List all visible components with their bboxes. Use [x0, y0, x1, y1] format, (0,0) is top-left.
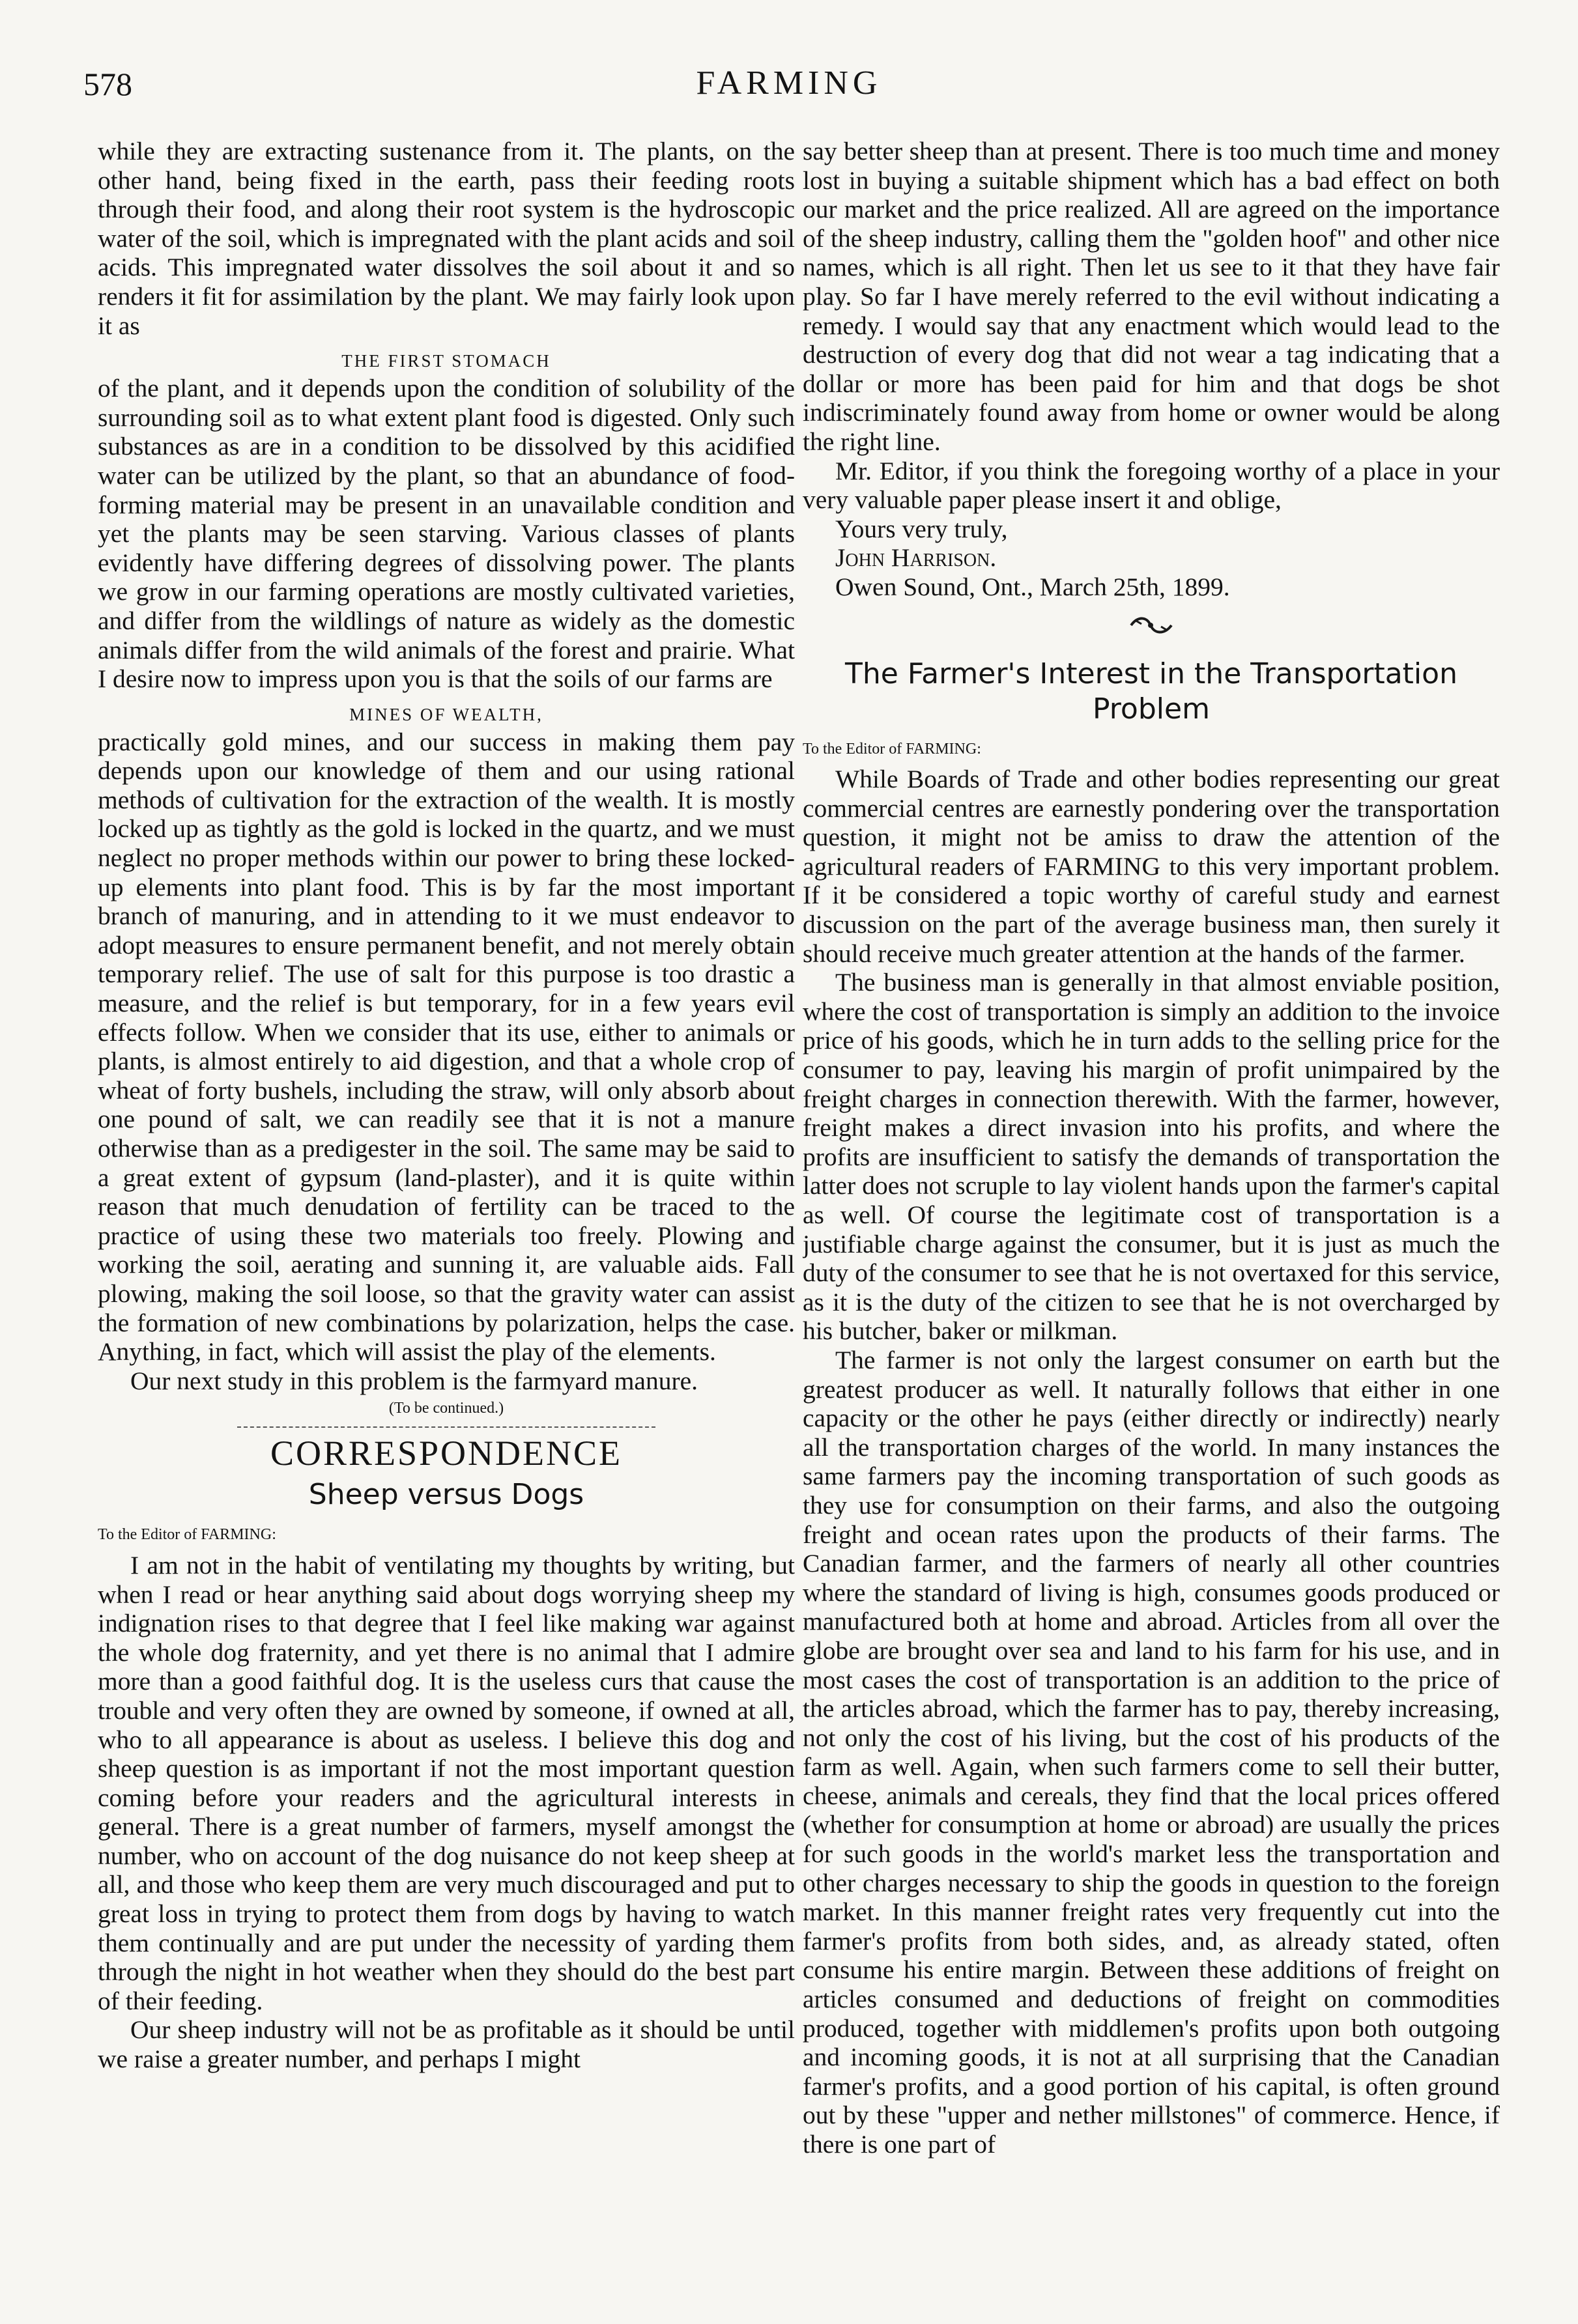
- paragraph: say better sheep than at present. There is too much time and money lost in buying a suitable shipment which has a bad effect on both our market and the price realized. All are agreed on the importance of the sheep industry, calling them the "golden hoof" and other nice names, which is all right. Then let us see to it that they have fair play. So far I have merely referred to the evil without indicating a remedy. I would say that any enactment which would lead to the destruction of every dog that did not wear a tag indicating that a dollar or more has been paid for him and that dogs be shot indiscriminately found away from home or owner would be along the right line.: [803, 137, 1500, 456]
- paragraph: I am not in the habit of ventilating my thoughts by writing, but when I read or hear anything said about dogs worrying sheep my indignation rises to that degree that I feel like making war against the whole dog fraternity, and yet there is no animal that I admire more than a good faithful dog. It is the useless curs that cause the trouble and very often they are owned by someone, if owned at all, who to all appearance is about as useless. I believe this dog and sheep question is as important if not the most important question coming before your readers and the agricultural interests in general. There is a great number of farmers, myself amongst the number, who on account of the dog nuisance do not keep sheep at all, and those who keep them are very much discouraged and put to great loss in trying to protect them from dogs by having to watch them continually and are put under the necessity of yarding them through the night in hot weather when they should do the best part of their feeding.: [98, 1550, 795, 2015]
- subheading: THE FIRST STOMACH: [341, 351, 551, 371]
- letter-dateline: Owen Sound, Ont., March 25th, 1899.: [835, 572, 1230, 601]
- divider: [237, 1426, 655, 1428]
- section-heading: CORRESPONDENCE: [270, 1434, 623, 1473]
- paragraph: practically gold mines, and our success in making them pay depends upon our knowledge of them and our using rational methods of cultivation for the extraction of the wealth. It is mostly locked up as tightly as the gold is locked in the quartz, and we must neglect no proper methods within our power to bring these locked-up elements into plant food. This is by far the most important branch of manuring, and in attending to it we must endeavor to adopt measures to ensure permanent benefit, and not merely obtain temporary relief. The use of salt for this purpose is too drastic a measure, and the relief is but temporary, for in a few years evil effects follow. When we consider that its use, either to animals or plants, is almost entirely to aid digestion, and that a whole crop of wheat of forty bushels, including the straw, will only absorb about one pound of salt, we can readily see that it is not a manure otherwise than as a predigester in the soil. The same may be said to a great extent of gypsum (land-plaster), and it is quite within reason that much denudation of fertility can be traced to the practice of using these two materials too freely. Plowing and working the soil, aerating and sunning it, are valuable aids. Fall plowing, making the soil loose, so that the gravity water can assist the formation of new combinations by polarization, helps the case. Anything, in fact, which will assist the play of the elements.: [98, 727, 795, 1367]
- paragraph: of the plant, and it depends upon the condition of solubility of the surrounding soil as to what extent plant food is digested. Only such substances as are in a condition to be dissolved by this acidified water can be utilized by the plant, so that an abundance of food-forming material may be present in an unavailable condition and yet the plants may be seen starving. Various classes of plants evidently have differing degrees of dissolving power. The plants we grow in our farming operations are mostly cultivated varieties, and differ from the wildlings of nature as widely as the domestic animals differ from the wild animals of the forest and prairie. What I desire now to impress upon you is that the soils of our farms are: [98, 374, 795, 694]
- letter-signature: John Harrison.: [835, 543, 997, 573]
- letter-closing: Yours very truly,: [835, 514, 1008, 543]
- running-head: FARMING: [696, 64, 882, 102]
- article-title: The Farmer's Interest in the Transportation Problem: [845, 657, 1457, 726]
- subheading: MINES OF WEALTH,: [349, 704, 543, 724]
- paragraph: Our next study in this problem is the farmyard manure.: [130, 1366, 698, 1395]
- salutation: To the Editor of FARMING:: [98, 1526, 276, 1544]
- salutation: To the Editor of FARMING:: [803, 740, 981, 758]
- paragraph: The business man is generally in that almost enviable position, where the cost of transportation is simply an addition to the invoice price of his goods, which he in turn adds to the selling price for the consumer to pay, leaving his margin of profit unimpaired by the freight charges in connection therewith. With the farmer, however, freight makes a direct invasion into his profits, and where the profits are insufficient to satisfy the demands of transportation the latter does not scruple to lay violent hands upon the farmer's capital as well. Of course the legitimate cost of transportation is a justifiable charge against the consumer, but it is just as much the duty of the consumer to see that he is not overtaxed for this service, as it is the duty of the citizen to see that he is not overcharged by his butcher, baker or milkman.: [803, 968, 1500, 1346]
- paragraph: The farmer is not only the largest consumer on earth but the greatest producer as well. It naturally follows that either in one capacity or the other he pays (either directly or indirectly) nearly all the transportation charges of the world. In many instances the same farmers pay the incoming transportation of such goods as they use for consumption on their farms, and also the outgoing freight and ocean rates upon the products of their farms. The Canadian farmer, and the farmers of nearly all other countries where the standard of living is high, consumes goods produced or manufactured both at home and abroad. Articles from all over the globe are brought over sea and land to his farm for his use, and in most cases the cost of transportation is an addition to the price of the articles abroad, which the farmer has to pay, thereby increasing, not only the cost of his living, but the cost of his products of the farm as well. Again, when such farmers come to sell their butter, cheese, animals and cereals, they find that the local prices offered (whether for consumption at home or abroad) are usually the prices for such goods in the world's market less the transportation and other charges necessary to ship the goods in question to the foreign market. In this manner freight rates very frequently cut into the farmer's profits from both sides, and, as already stated, often consume his entire margin. Between these additions of freight on articles consumed and deductions of freight on commodities produced, together with middlemen's profits upon both outgoing and incoming goods, it is not at all surprising that the Canadian farmer's profits, and a good portion of his capital, is often ground out by these "upper and nether millstones" of commerce. Hence, if there is one part of: [803, 1345, 1500, 2159]
- page-number: 578: [83, 66, 132, 102]
- paragraph: Mr. Editor, if you think the foregoing worthy of a place in your very valuable paper please insert it and oblige,: [803, 456, 1500, 515]
- paragraph: while they are extracting sustenance from it. The plants, on the other hand, being fixed in the earth, pass their feeding roots through their food, and along their root system is the hydroscopic water of the soil, which is impregnated with the plant acids and soil acids. This impregnated water dissolves the soil about it and so renders it fit for assimilation by the plant. We may fairly look upon it as: [98, 137, 795, 340]
- right-column: [803, 137, 1500, 2299]
- paragraph: Our sheep industry will not be as profitable as it should be until we raise a greater number, and perhaps I might: [98, 2015, 795, 2074]
- left-column: [98, 137, 795, 2299]
- ornament-icon: [1128, 614, 1174, 637]
- article-title: Sheep versus Dogs: [308, 1478, 584, 1512]
- continued-note: (To be continued.): [388, 1400, 504, 1417]
- paragraph: While Boards of Trade and other bodies representing our great commercial centres are earnestly pondering over the transportation question, it might not be amiss to draw the attention of the agricultural readers of FARMING to this very important problem. If it be considered a topic worthy of careful study and earnest discussion on the part of the average business man, then surely it should receive much greater attention at the hands of the farmer.: [803, 765, 1500, 968]
